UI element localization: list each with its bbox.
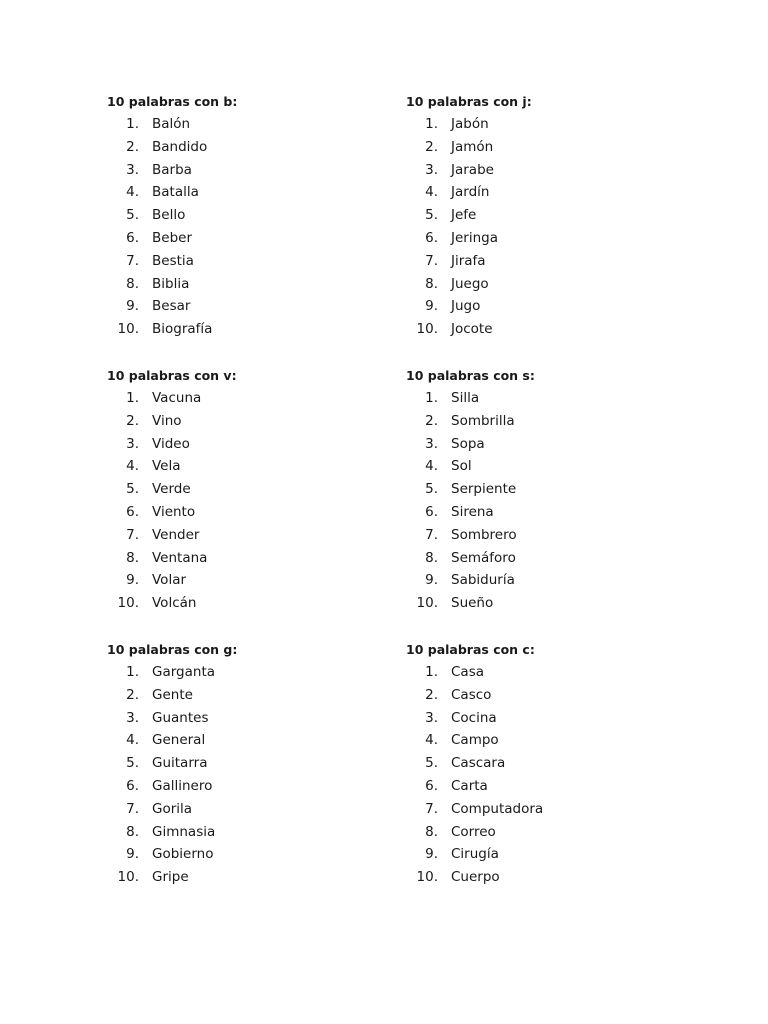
- list-item: [107, 204, 407, 227]
- item-word: Silla: [451, 390, 480, 406]
- item-word: Guantes: [152, 709, 209, 726]
- item-number: 1.: [425, 664, 438, 680]
- item-word: Jabón: [451, 116, 489, 132]
- list-item: [107, 318, 407, 341]
- item-number: 6.: [425, 503, 438, 520]
- item-number: 4.: [425, 458, 438, 475]
- item-word: Verde: [152, 481, 191, 498]
- item-number: 1.: [126, 664, 139, 680]
- list-item: [406, 478, 706, 501]
- item-word: Computadora: [451, 800, 544, 817]
- item-word: Sombrilla: [451, 412, 515, 429]
- item-word: Gente: [152, 686, 193, 703]
- item-number: 6.: [126, 503, 139, 520]
- item-word: Jugo: [451, 298, 481, 315]
- item-word: Bello: [152, 207, 186, 224]
- item-word: Jardín: [451, 184, 490, 201]
- item-word: Gripe: [152, 869, 189, 886]
- list-item: [406, 592, 706, 615]
- list-item: [406, 798, 706, 821]
- item-word: Volcán: [152, 595, 197, 612]
- word-list-block-c: [406, 638, 706, 889]
- item-number: 8.: [425, 275, 438, 292]
- word-list: [406, 661, 706, 889]
- list-item: [406, 661, 706, 684]
- item-number: 5.: [425, 481, 438, 498]
- item-word: Jamón: [451, 138, 494, 155]
- item-number: 5.: [425, 755, 438, 772]
- item-word: Cirugía: [451, 846, 499, 863]
- item-number: 8.: [126, 549, 139, 566]
- item-word: Guitarra: [152, 755, 208, 772]
- item-number: 2.: [425, 412, 438, 429]
- item-word: Correo: [451, 823, 496, 840]
- item-number: 4.: [126, 184, 139, 201]
- list-item: [107, 866, 407, 889]
- item-word: Sirena: [451, 503, 494, 520]
- item-number: 4.: [425, 184, 438, 201]
- word-list: [107, 387, 407, 615]
- item-word: Volar: [152, 572, 187, 589]
- item-word: Cascara: [451, 755, 506, 772]
- list-item: [406, 729, 706, 752]
- item-word: Vender: [152, 526, 200, 543]
- word-list: [406, 387, 706, 615]
- list-item: [406, 159, 706, 182]
- list-item: [107, 410, 407, 433]
- list-item: [406, 843, 706, 866]
- item-number: 2.: [425, 138, 438, 155]
- list-item: [406, 455, 706, 478]
- item-word: Gorila: [152, 800, 193, 817]
- item-number: 4.: [425, 732, 438, 749]
- section-title: 10 palabras con j:: [406, 94, 532, 109]
- item-number: 9.: [425, 298, 438, 315]
- section-title: 10 palabras con s:: [406, 368, 535, 383]
- item-number: 5.: [126, 481, 139, 498]
- item-word: Balón: [152, 116, 191, 132]
- item-number: 9.: [425, 846, 438, 863]
- item-word: Casa: [451, 664, 485, 680]
- item-number: 1.: [425, 390, 438, 406]
- list-item: [406, 295, 706, 318]
- item-number: 5.: [126, 207, 139, 224]
- section-title: 10 palabras con g:: [107, 642, 238, 657]
- item-number: 2.: [425, 686, 438, 703]
- list-item: [107, 729, 407, 752]
- item-word: Vela: [152, 458, 181, 475]
- item-word: Jarabe: [451, 161, 494, 178]
- item-word: Cocina: [451, 709, 497, 726]
- item-word: Bestia: [152, 252, 194, 269]
- item-number: 10.: [416, 595, 438, 612]
- item-number: 6.: [126, 777, 139, 794]
- item-number: 7.: [126, 526, 139, 543]
- item-word: Casco: [451, 686, 492, 703]
- list-item: [107, 775, 407, 798]
- list-item: [107, 524, 407, 547]
- list-item: [406, 501, 706, 524]
- item-number: 10.: [416, 869, 438, 886]
- list-item: [107, 707, 407, 730]
- item-number: 10.: [117, 321, 139, 338]
- list-item: [107, 592, 407, 615]
- list-item: [107, 159, 407, 182]
- list-item: [406, 684, 706, 707]
- item-number: 3.: [425, 709, 438, 726]
- item-number: 1.: [425, 116, 438, 132]
- item-word: Sopa: [451, 435, 485, 452]
- list-item: [107, 569, 407, 592]
- item-number: 7.: [425, 252, 438, 269]
- item-word: Bandido: [152, 138, 208, 155]
- item-number: 6.: [425, 777, 438, 794]
- list-item: [406, 204, 706, 227]
- item-number: 9.: [126, 298, 139, 315]
- item-number: 2.: [126, 412, 139, 429]
- word-list: [107, 661, 407, 889]
- list-item: [107, 113, 407, 136]
- list-item: [406, 547, 706, 570]
- item-word: Cuerpo: [451, 869, 500, 886]
- item-number: 7.: [425, 526, 438, 543]
- list-item: [107, 821, 407, 844]
- item-word: Batalla: [152, 184, 199, 201]
- item-number: 2.: [126, 138, 139, 155]
- item-number: 8.: [425, 823, 438, 840]
- item-number: 9.: [126, 572, 139, 589]
- list-item: [107, 181, 407, 204]
- item-word: Jocote: [451, 321, 493, 338]
- list-item: [107, 250, 407, 273]
- item-word: Campo: [451, 732, 499, 749]
- item-number: 5.: [126, 755, 139, 772]
- list-item: [406, 273, 706, 296]
- list-item: [406, 569, 706, 592]
- item-word: Barba: [152, 161, 192, 178]
- list-item: [107, 273, 407, 296]
- item-number: 3.: [126, 435, 139, 452]
- item-number: 7.: [126, 252, 139, 269]
- list-item: [107, 798, 407, 821]
- item-number: 3.: [126, 161, 139, 178]
- item-number: 8.: [126, 275, 139, 292]
- item-word: Ventana: [152, 549, 208, 566]
- list-item: [107, 227, 407, 250]
- word-list: [107, 113, 407, 341]
- item-word: Besar: [152, 298, 191, 315]
- item-number: 8.: [126, 823, 139, 840]
- section-title: 10 palabras con v:: [107, 368, 237, 383]
- list-item: [406, 227, 706, 250]
- list-item: [107, 433, 407, 456]
- item-number: 4.: [126, 732, 139, 749]
- list-item: [406, 524, 706, 547]
- item-word: Sol: [451, 458, 472, 475]
- list-item: [107, 387, 407, 410]
- list-item: [406, 433, 706, 456]
- word-list-block-j: [406, 90, 706, 341]
- item-number: 10.: [117, 869, 139, 886]
- item-number: 7.: [126, 800, 139, 817]
- list-item: [107, 843, 407, 866]
- section-title: 10 palabras con b:: [107, 94, 238, 109]
- item-number: 3.: [126, 709, 139, 726]
- section-title: 10 palabras con c:: [406, 642, 535, 657]
- item-word: Carta: [451, 777, 488, 794]
- item-number: 4.: [126, 458, 139, 475]
- word-list-block-g: [107, 638, 407, 889]
- item-word: Jirafa: [451, 252, 486, 269]
- item-number: 5.: [425, 207, 438, 224]
- item-number: 7.: [425, 800, 438, 817]
- list-item: [107, 455, 407, 478]
- item-number: 10.: [416, 321, 438, 338]
- item-word: Jeringa: [451, 229, 498, 246]
- item-number: 6.: [425, 229, 438, 246]
- list-item: [107, 684, 407, 707]
- item-number: 9.: [126, 846, 139, 863]
- item-word: Viento: [152, 503, 196, 520]
- item-number: 1.: [126, 116, 139, 132]
- item-word: Biografía: [152, 321, 213, 338]
- list-item: [107, 752, 407, 775]
- list-item: [406, 707, 706, 730]
- list-item: [406, 775, 706, 798]
- item-word: Garganta: [152, 664, 216, 680]
- list-item: [406, 250, 706, 273]
- word-list: [406, 113, 706, 341]
- item-number: 6.: [126, 229, 139, 246]
- item-number: 9.: [425, 572, 438, 589]
- list-item: [107, 478, 407, 501]
- list-item: [107, 547, 407, 570]
- item-word: Vacuna: [152, 390, 202, 406]
- word-list-block-v: [107, 364, 407, 615]
- item-word: Gallinero: [152, 777, 213, 794]
- list-item: [406, 181, 706, 204]
- item-word: Juego: [451, 275, 489, 292]
- item-word: Sabiduría: [451, 572, 515, 589]
- list-item: [406, 318, 706, 341]
- item-number: 10.: [117, 595, 139, 612]
- list-item: [406, 821, 706, 844]
- item-number: 1.: [126, 390, 139, 406]
- list-item: [107, 136, 407, 159]
- list-item: [406, 136, 706, 159]
- list-item: [406, 387, 706, 410]
- word-list-block-s: [406, 364, 706, 615]
- item-word: Video: [152, 435, 190, 452]
- list-item: [406, 866, 706, 889]
- item-word: Beber: [152, 229, 192, 246]
- item-word: Biblia: [152, 275, 190, 292]
- item-word: Sombrero: [451, 526, 517, 543]
- list-item: [406, 113, 706, 136]
- word-list-block-b: [107, 90, 407, 341]
- item-word: Serpiente: [451, 481, 517, 498]
- item-word: General: [152, 732, 206, 749]
- item-word: Vino: [152, 412, 182, 429]
- item-number: 3.: [425, 161, 438, 178]
- list-item: [107, 661, 407, 684]
- item-word: Semáforo: [451, 549, 516, 566]
- item-word: Gobierno: [152, 846, 214, 863]
- item-number: 3.: [425, 435, 438, 452]
- list-item: [406, 410, 706, 433]
- item-word: Sueño: [451, 595, 494, 612]
- list-item: [107, 295, 407, 318]
- item-word: Gimnasia: [152, 823, 216, 840]
- list-item: [406, 752, 706, 775]
- item-word: Jefe: [451, 207, 477, 224]
- item-number: 8.: [425, 549, 438, 566]
- item-number: 2.: [126, 686, 139, 703]
- list-item: [107, 501, 407, 524]
